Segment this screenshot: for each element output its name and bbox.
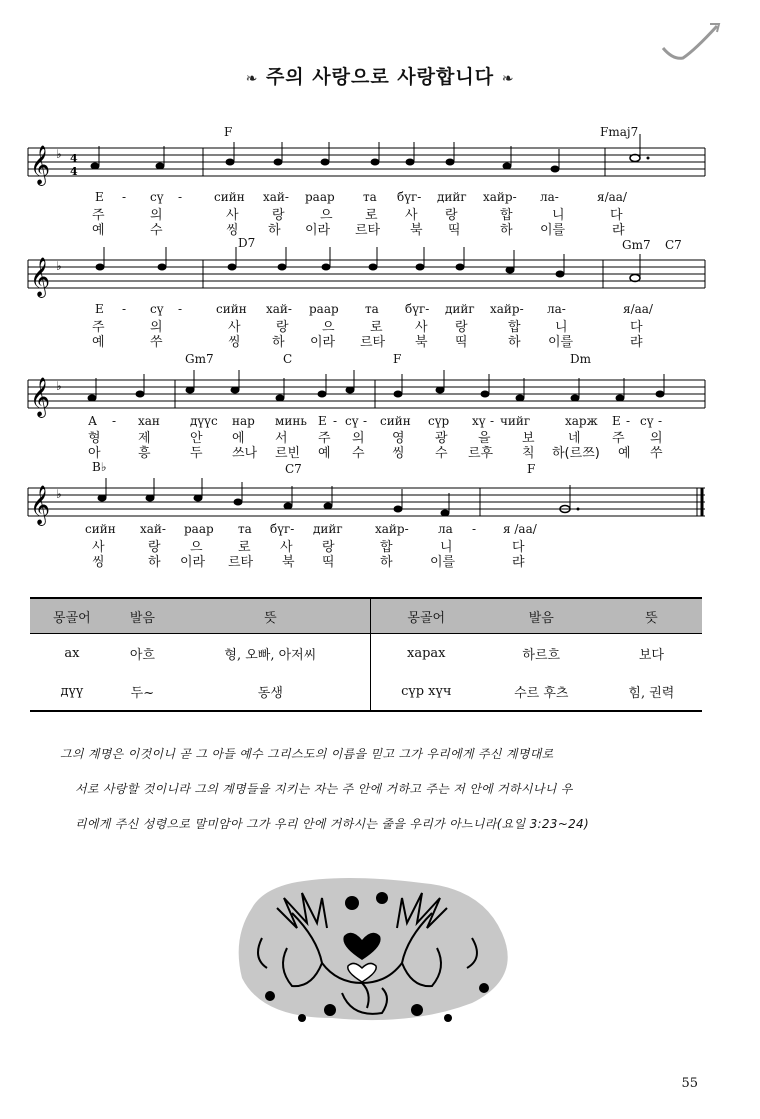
verse-line: 서로 사랑할 것이니라 그의 계명들을 지키는 자는 주 안에 거하고 주는 저 안에 거하시나니 우 bbox=[75, 782, 573, 796]
cell: 두~ bbox=[114, 672, 171, 711]
svg-text:4: 4 bbox=[70, 165, 78, 178]
cell: 보다 bbox=[638, 647, 664, 663]
lyric-ko: 아 bbox=[88, 446, 101, 461]
verse-line: 리에게 주신 성령으로 말미암아 그가 우리 안에 거하시는 줄을 우리가 아느니라(요일 3:23~24) bbox=[75, 817, 589, 831]
col-header: 뜻 bbox=[601, 598, 702, 634]
lyric-ko: 사 bbox=[228, 320, 241, 335]
chord-label: Gm7 bbox=[622, 238, 651, 252]
check-mark-icon bbox=[655, 20, 725, 65]
cell: ах bbox=[64, 645, 80, 661]
lyric-ko: 니 bbox=[555, 320, 568, 335]
lyric-ko: 하 bbox=[500, 223, 513, 238]
lyric-mn: нар bbox=[232, 414, 255, 428]
lyric-mn: А bbox=[88, 414, 98, 428]
lyric-ko: 합 bbox=[380, 540, 393, 555]
lyric-ko: 다 bbox=[512, 540, 525, 555]
cell: дүү bbox=[30, 672, 114, 711]
lyric-mn: Е bbox=[95, 190, 104, 204]
lyric-mn: раар bbox=[305, 190, 335, 204]
lyric-ko: 랴 bbox=[630, 335, 643, 350]
lyric-ko: 수 bbox=[352, 446, 365, 461]
cell: 수르 후츠 bbox=[482, 672, 601, 711]
lyric-mn: - bbox=[472, 522, 477, 536]
lyric-ko: 보 bbox=[522, 431, 535, 446]
lyric-mn: я/аа/ bbox=[623, 302, 653, 316]
lyric-ko: 사 bbox=[226, 208, 239, 223]
lyric-ko: 서 bbox=[275, 431, 288, 446]
lyric-ko: 르빈 bbox=[275, 446, 301, 461]
treble-clef-icon: 𝄞 bbox=[30, 257, 51, 297]
lyric-ko: 북 bbox=[415, 335, 428, 350]
lyric-mn: Е bbox=[318, 414, 327, 428]
lyric-ko: 사 bbox=[280, 540, 293, 555]
lyric-mn: хай- bbox=[140, 522, 166, 536]
key-flat-icon: ♭ bbox=[56, 487, 62, 501]
lyric-ko: 제 bbox=[138, 431, 151, 446]
lyric-mn: ла- bbox=[547, 302, 566, 316]
lyric-mn: ла bbox=[438, 522, 453, 536]
lyric-mn: - bbox=[122, 190, 127, 204]
lyric-ko: 으 bbox=[190, 540, 203, 555]
lyric-mn: Е bbox=[612, 414, 621, 428]
lyric-ko: 르타 bbox=[360, 335, 386, 350]
lyric-mn: сү bbox=[150, 302, 164, 316]
lyric-ko: 하 bbox=[272, 335, 285, 350]
lyric-mn: сийн bbox=[214, 190, 245, 204]
lyric-ko: 쓰나 bbox=[232, 446, 258, 461]
lyric-ko: 랑 bbox=[276, 320, 289, 335]
lyric-mn: сү bbox=[345, 414, 359, 428]
chord-label: Fmaj7 bbox=[600, 125, 639, 139]
lyric-ko: 다 bbox=[630, 320, 643, 335]
page-number: 55 bbox=[681, 1076, 698, 1091]
lyric-ko: 영 bbox=[392, 431, 405, 446]
lyric-ko: 예 bbox=[92, 223, 105, 238]
chord-label: F bbox=[527, 462, 536, 476]
lyric-mn: дийг bbox=[437, 190, 467, 204]
lyric-ko: 광 bbox=[435, 431, 448, 446]
lyric-mn: хайр- bbox=[375, 522, 409, 536]
lyric-mn: - bbox=[112, 414, 117, 428]
lyric-mn: раар bbox=[309, 302, 339, 316]
lyric-mn: чийг bbox=[500, 414, 531, 428]
lyric-ko: 르후 bbox=[468, 446, 494, 461]
lyric-ko: 안 bbox=[190, 431, 203, 446]
lyric-mn: Е bbox=[95, 302, 104, 316]
lyric-ko: 하 bbox=[508, 335, 521, 350]
table-row bbox=[30, 672, 702, 711]
lyric-mn: та bbox=[363, 190, 377, 204]
lyric-ko: 북 bbox=[410, 223, 423, 238]
treble-clef-icon: 𝄞 bbox=[30, 377, 51, 417]
lyric-mn: хү bbox=[472, 414, 486, 428]
lyric-ko: 예 bbox=[92, 335, 105, 350]
lyric-ko: 씽 bbox=[92, 555, 105, 570]
lyric-mn: сийн bbox=[85, 522, 116, 536]
lyric-ko: 하 bbox=[268, 223, 281, 238]
lyric-mn: дүүс bbox=[190, 414, 218, 428]
lyric-ko: 으 bbox=[320, 208, 333, 223]
cell: 동생 bbox=[171, 672, 370, 711]
lyric-ko: 합 bbox=[508, 320, 521, 335]
lyric-mn: хайр- bbox=[490, 302, 524, 316]
lyric-ko: 하 bbox=[380, 555, 393, 570]
lyric-ko: 이라 bbox=[310, 335, 336, 350]
lyric-ko: 르타 bbox=[228, 555, 254, 570]
lyric-ko: 의 bbox=[352, 431, 365, 446]
cell: 하르흐 bbox=[522, 647, 561, 663]
song-title: 주의 사랑으로 사랑합니다 bbox=[265, 66, 495, 88]
lyric-mn: бүг- bbox=[405, 302, 430, 316]
lyric-ko: 로 bbox=[238, 540, 251, 555]
chord-label: Gm7 bbox=[185, 352, 214, 366]
lyric-ko: 북 bbox=[282, 555, 295, 570]
lyric-ko: 씽 bbox=[392, 446, 405, 461]
lyric-mn: харж bbox=[565, 414, 598, 428]
cell: 형, 오빠, 아저씨 bbox=[224, 647, 317, 663]
lyric-ko: 랴 bbox=[512, 555, 525, 570]
lyric-ko: 사 bbox=[92, 540, 105, 555]
lyric-ko: 띡 bbox=[322, 555, 335, 570]
lyric-ko: 씽 bbox=[228, 335, 241, 350]
lyric-ko: 이를 bbox=[540, 223, 566, 238]
lyric-mn: - bbox=[333, 414, 338, 428]
lyric-ko: 랑 bbox=[322, 540, 335, 555]
lyric-mn: сү bbox=[640, 414, 654, 428]
chord-label: C bbox=[283, 352, 293, 366]
lyric-ko: 두 bbox=[190, 446, 203, 461]
lyric-ko: 합 bbox=[500, 208, 513, 223]
col-header: 뜻 bbox=[171, 598, 370, 634]
lyric-mn: хай- bbox=[266, 302, 292, 316]
lyric-mn: я /аа/ bbox=[503, 522, 537, 536]
lyric-ko: 이라 bbox=[305, 223, 331, 238]
lyric-ko: 랴 bbox=[612, 223, 625, 238]
lyric-ko: 쑤 bbox=[650, 446, 663, 461]
cell: харах bbox=[370, 634, 482, 673]
lyric-ko: 이를 bbox=[548, 335, 574, 350]
col-header: 몽골어 bbox=[370, 598, 482, 634]
lyric-ko: 수 bbox=[150, 223, 163, 238]
lyric-ko: 주 bbox=[318, 431, 331, 446]
lyric-ko: 띡 bbox=[448, 223, 461, 238]
chord-label: Dm bbox=[570, 352, 591, 366]
lyric-mn: ла- bbox=[540, 190, 559, 204]
lyric-ko: 에 bbox=[232, 431, 245, 446]
lyric-mn: сийн bbox=[216, 302, 247, 316]
lyric-ko: 사 bbox=[405, 208, 418, 223]
chord-label: F bbox=[224, 125, 233, 139]
staff-line-2 bbox=[20, 232, 710, 312]
lyric-mn: бүг- bbox=[397, 190, 422, 204]
lyric-ko: 니 bbox=[552, 208, 565, 223]
cell: 힘, 권력 bbox=[601, 672, 702, 711]
chord-label: B♭ bbox=[92, 460, 107, 474]
cell: сүр хүч bbox=[370, 672, 482, 711]
treble-clef-icon: 𝄞 bbox=[30, 485, 51, 525]
lyric-ko: 띡 bbox=[455, 335, 468, 350]
lyric-mn: - bbox=[122, 302, 127, 316]
lyric-mn: сийн bbox=[380, 414, 411, 428]
key-flat-icon: ♭ bbox=[56, 379, 62, 393]
lyric-ko: 니 bbox=[440, 540, 453, 555]
page-title bbox=[0, 62, 760, 89]
lyric-mn: сүр bbox=[428, 414, 450, 428]
cell: 아흐 bbox=[129, 647, 155, 663]
lyric-ko: 흥 bbox=[138, 446, 151, 461]
lyric-ko: 사 bbox=[415, 320, 428, 335]
lyric-mn: минь bbox=[275, 414, 307, 428]
lyric-ko: 랑 bbox=[272, 208, 285, 223]
table-row bbox=[30, 634, 702, 673]
col-header: 발음 bbox=[482, 598, 601, 634]
lyric-ko: 으 bbox=[322, 320, 335, 335]
lyric-ko: 의 bbox=[150, 208, 163, 223]
lyric-ko: 예 bbox=[618, 446, 631, 461]
lyric-mn: дийг bbox=[445, 302, 475, 316]
lyric-ko: 이라 bbox=[180, 555, 206, 570]
col-header: 발음 bbox=[114, 598, 171, 634]
lyric-ko: 랑 bbox=[455, 320, 468, 335]
lyric-ko: 하(르쯔) bbox=[552, 446, 600, 461]
ornament-icon: ❧ bbox=[501, 71, 515, 87]
lyric-ko: 형 bbox=[88, 431, 101, 446]
lyric-mn: хан bbox=[138, 414, 160, 428]
key-flat-icon: ♭ bbox=[56, 259, 62, 273]
treble-clef-icon: 𝄞 bbox=[30, 145, 51, 185]
chord-label: D7 bbox=[238, 236, 256, 250]
lyric-mn: дийг bbox=[313, 522, 343, 536]
lyric-mn: - bbox=[626, 414, 631, 428]
ornament-icon: ❧ bbox=[245, 71, 259, 87]
lyric-mn: - bbox=[658, 414, 663, 428]
lyric-mn: бүг- bbox=[270, 522, 295, 536]
lyric-ko: 씽 bbox=[226, 223, 239, 238]
lyric-ko: 의 bbox=[150, 320, 163, 335]
lyric-ko: 주 bbox=[92, 208, 105, 223]
verse-line: 그의 계명은 이것이니 곧 그 아들 예수 그리스도의 이름을 믿고 그가 우리에게 주신 계명대로 bbox=[60, 747, 554, 761]
vocabulary-table bbox=[30, 597, 702, 712]
chord-label: C7 bbox=[285, 462, 302, 476]
svg-text:4: 4 bbox=[70, 152, 78, 165]
lyric-mn: - bbox=[178, 190, 183, 204]
table-header-row bbox=[30, 598, 702, 634]
lyric-ko: 쑤 bbox=[150, 335, 163, 350]
lyric-ko: 랑 bbox=[148, 540, 161, 555]
lyric-ko: 로 bbox=[370, 320, 383, 335]
key-flat-icon: ♭ bbox=[56, 147, 62, 161]
lyric-ko: 칙 bbox=[522, 446, 535, 461]
lyric-ko: 르타 bbox=[355, 223, 381, 238]
lyric-ko: 주 bbox=[92, 320, 105, 335]
lyric-ko: 의 bbox=[650, 431, 663, 446]
staff-line-4 bbox=[20, 460, 710, 540]
lyric-mn: - bbox=[363, 414, 368, 428]
lyric-mn: та bbox=[365, 302, 379, 316]
lyric-ko: 수 bbox=[435, 446, 448, 461]
lyric-ko: 주 bbox=[612, 431, 625, 446]
lyric-mn: - bbox=[490, 414, 495, 428]
lyric-ko: 을 bbox=[478, 431, 491, 446]
lyric-mn: сү bbox=[150, 190, 164, 204]
lyric-ko: 로 bbox=[365, 208, 378, 223]
lyric-mn: та bbox=[238, 522, 252, 536]
lyric-ko: 다 bbox=[610, 208, 623, 223]
lyric-mn: хай- bbox=[263, 190, 289, 204]
birds-hearts-illustration bbox=[222, 868, 522, 1033]
lyric-mn: - bbox=[178, 302, 183, 316]
lyric-ko: 네 bbox=[568, 431, 581, 446]
lyric-mn: я/аа/ bbox=[597, 190, 627, 204]
lyric-ko: 하 bbox=[148, 555, 161, 570]
lyric-ko: 랑 bbox=[445, 208, 458, 223]
lyric-ko: 이를 bbox=[430, 555, 456, 570]
chord-label: C7 bbox=[665, 238, 682, 252]
col-header: 몽골어 bbox=[30, 598, 114, 634]
lyric-ko: 예 bbox=[318, 446, 331, 461]
lyric-mn: хайр- bbox=[483, 190, 517, 204]
lyric-mn: раар bbox=[184, 522, 214, 536]
chord-label: F bbox=[393, 352, 402, 366]
